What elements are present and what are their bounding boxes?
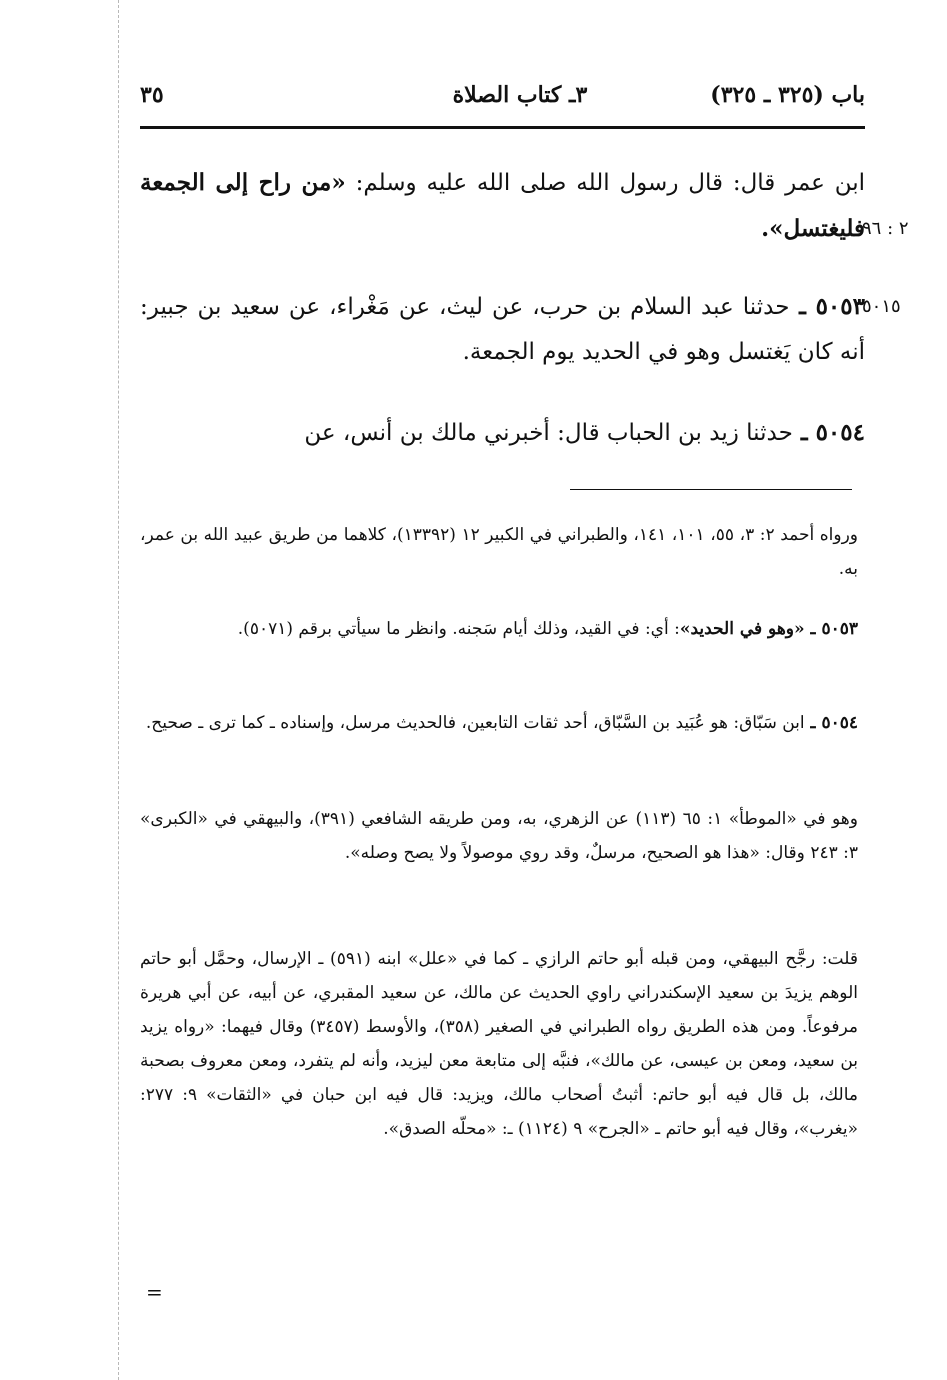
hadith-text: حدثنا عبد السلام بن حرب، عن ليث، عن مَغْراء، عن سعيد بن جبير: أنه كان يَغتسل وهو في الحديد يوم الجمعة. xyxy=(140,294,865,365)
hadith-5053 xyxy=(140,284,865,375)
footnotes-divider xyxy=(570,489,852,490)
paragraph-text: ابن عمر قال: قال رسول الله صلى الله عليه وسلم: xyxy=(345,170,865,196)
footnote-muwatta: وهو في «الموطأ» ١: ٦٥ (١١٣) عن الزهري، به، ومن طريقه الشافعي (٣٩١)، والبيهقي في «الكبرى» ٣: ٢٤٣ وقال: «هذا هو الصحيح، مرسلٌ، وقد روي موصولاً ولا يصح وصله». xyxy=(140,809,858,863)
hadith-number: ٥٠٥٤ ـ xyxy=(792,419,865,446)
margin-reference: ٥٠١٥ xyxy=(862,296,901,317)
continuation-mark: = xyxy=(146,1280,163,1304)
footnote-quote: «وهو في الحديد» xyxy=(679,619,805,639)
hadith-5054 xyxy=(140,410,865,456)
book-title: ٣ـ كتاب الصلاة xyxy=(452,82,588,108)
footnote-5054 xyxy=(140,706,858,740)
footnote-1: ورواه أحمد ٢: ٣، ٥٥، ١٠١، ١٤١، والطبراني في الكبير ١٢ (١٣٣٩٢)، كلاهما من طريق عبيد الله بن عمر، به. xyxy=(140,525,858,579)
chapter-title: باب (٣٢٥ ـ ٣٢٥) xyxy=(710,82,865,108)
footnote-number: ٥٠٥٤ ـ xyxy=(804,713,858,733)
footnote-text: : أي: في القيد، وذلك أيام سَجنه. وانظر ما سيأتي برقم (٥٠٧١). xyxy=(237,619,680,639)
margin-guide-line xyxy=(118,0,119,1380)
main-paragraph-1 xyxy=(140,160,865,252)
header-divider xyxy=(140,126,865,129)
hadith-text: حدثنا زيد بن الحباب قال: أخبرني مالك بن أنس، عن xyxy=(304,420,793,446)
page-number: ٣٥ xyxy=(140,82,164,108)
footnote-analysis: قلت: رجَّح البيهقي، ومن قبله أبو حاتم الرازي ـ كما في «علل» ابنه (٥٩١) ـ الإرسال، وحمَّل أبو حاتم الوهم يزيدَ بن سعيد الإسكندراني راوي الحديث عن مالك، عن سعيد المقبري، عن أبيه، عن أبي هريرة مرفوعاً. ومن هذه الطريق رواه الطبراني في الصغير (٣٥٨)، والأوسط (٣٤٥٧) وقال فيهما: «رواه يزيد بن سعيد، ومعن بن عيسى، عن مالك»، فنبَّه إلى متابعة معن ليزيد، وأنه لم يتفرد، ومعن معروف بصحبة مالك، بل قال فيه أبو حاتم: أثبتُ أصحاب مالك، ويزيد: قال فيه ابن حبان في «الثقات» ٩: ٢٧٧: «يغرب»، وقال فيه أبو حاتم ـ «الجرح» ٩ (١١٢٤) ـ: «محلّه الصدق». xyxy=(140,949,858,1139)
hadith-quote: «من راح إلى الجمعة فليغتسل». xyxy=(140,169,865,242)
footnote-text: ابن سَبّاق: هو عُبَيد بن السَّبّاق، أحد ثقات التابعين، فالحديث مرسل، وإسناده ـ كما ترى ـ صحيح. xyxy=(145,713,805,733)
page-header xyxy=(140,82,865,122)
footnote-number: ٥٠٥٣ ـ xyxy=(804,619,858,639)
hadith-number: ٥٠٥٣ ـ xyxy=(789,293,865,320)
margin-reference: ٢ : ٩٦ xyxy=(862,218,909,239)
footnote-5053 xyxy=(140,612,858,646)
